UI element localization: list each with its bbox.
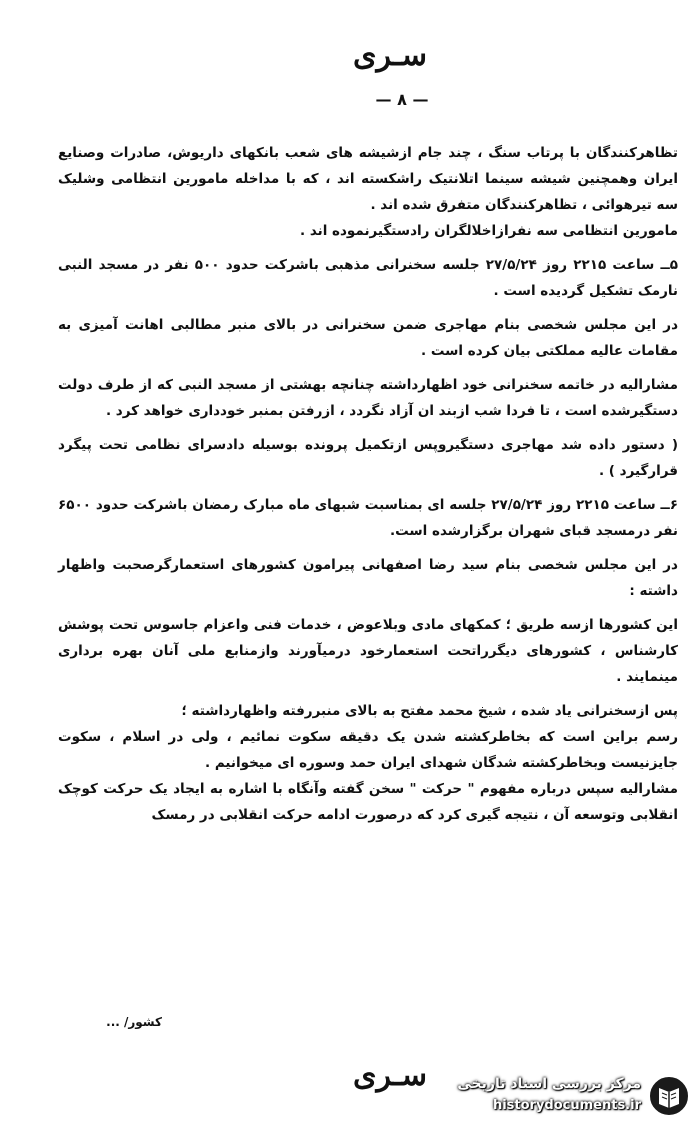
paragraph: ۵ــ ساعت ۲۲۱۵ روز ۲۷/۵/۲۴ جلسه سخنرانی مذهبی باشرکت حدود ۵۰۰ نفر در مسجد النبی نارمک تشکیل گردیده است . bbox=[58, 257, 678, 299]
paragraph: پس ازسخنرانی یاد شده ، شیخ محمد مفتح به بالای منبررفته واظهارداشته ؛ bbox=[181, 703, 678, 719]
document-body bbox=[58, 140, 678, 828]
paragraph: در این مجلس شخصی بنام مهاجری ضمن سخنرانی در بالای منبر مطالبی اهانت آمیزی به مقامات عالیه مملکتی بیان کرده است . bbox=[58, 317, 678, 359]
watermark bbox=[425, 1070, 695, 1120]
continuation-note: کشور/ ... bbox=[106, 1015, 162, 1029]
page-number: — ۸ — bbox=[375, 90, 429, 109]
paragraph: ( دستور داده شد مهاجری دستگیروپس ازتکمیل پرونده بوسیله دادسرای نظامی تحت پیگرد قرارگیرد ) . bbox=[58, 437, 678, 479]
paragraph: مامورین انتظامی سه نفرازاخلالگران رادستگیرنموده اند . bbox=[300, 223, 678, 239]
watermark-url: historydocuments.ir bbox=[492, 1098, 641, 1113]
paragraph: ۶ــ ساعت ۲۲۱۵ روز ۲۷/۵/۲۴ جلسه ای بمناسبت شبهای ماه مبارک رمضان باشرکت حدود ۶۵۰۰ نفر درمسجد قبای شهران برگزارشده است. bbox=[58, 497, 678, 539]
paragraph: رسم براین است که بخاطرکشته شدن یک دقیقه سکوت نمائیم ، ولی در اسلام ، سکوت جایزنیست وبخاطرکشته شدگان شهدای ایران حمد وسوره ای میخوانیم . bbox=[58, 729, 678, 771]
paragraph: مشارالیه در خاتمه سخنرانی خود اظهارداشته چنانچه بهشتی از مسجد النبی که از طرف دولت دستگیرشده است ، تا فردا شب ازبند ان آزاد نگردد ، ازرفتن بمنبر خودداری خواهد کرد . bbox=[58, 377, 678, 419]
book-logo-icon bbox=[647, 1074, 691, 1118]
paragraph: این کشورها ازسه طریق ؛ کمکهای مادی وبلاعوض ، خدمات فنی واعزام جاسوس تحت پوشش کارشناس ، کشورهای دیگرراتحت استعمارخود درمیآورند وازمنابع ملی آنان بهره برداری مینمایند . bbox=[58, 617, 678, 685]
paragraph: مشارالیه سپس درباره مفهوم " حرکت " سخن گفته وآنگاه با اشاره به ایجاد یک حرکت کوچک انقلابی وتوسعه آن ، نتیجه گیری کرد که درصورت ادامه حرکت انقلابی در رمسک bbox=[58, 781, 678, 823]
paragraph: در این مجلس شخصی بنام سید رضا اصفهانی پیرامون کشورهای استعمارگرصحبت واظهار داشته : bbox=[58, 557, 678, 599]
secret-stamp-bottom: سـری bbox=[353, 1058, 427, 1093]
paragraph: تظاهرکنندگان با پرتاب سنگ ، چند جام ازشیشه های شعب بانکهای داریوش، صادرات وصنایع ایران وهمچنین شیشه سینما اتلانتیک راشکسته اند ، که با مداخله مامورین انتظامی وشلیک سه تیرهوائی ، تظاهرکنندگان متفرق شده اند . bbox=[58, 145, 678, 213]
watermark-title: مرکز بررسی اسناد تاریخی bbox=[457, 1076, 641, 1092]
secret-stamp-top: سـری bbox=[353, 38, 427, 73]
